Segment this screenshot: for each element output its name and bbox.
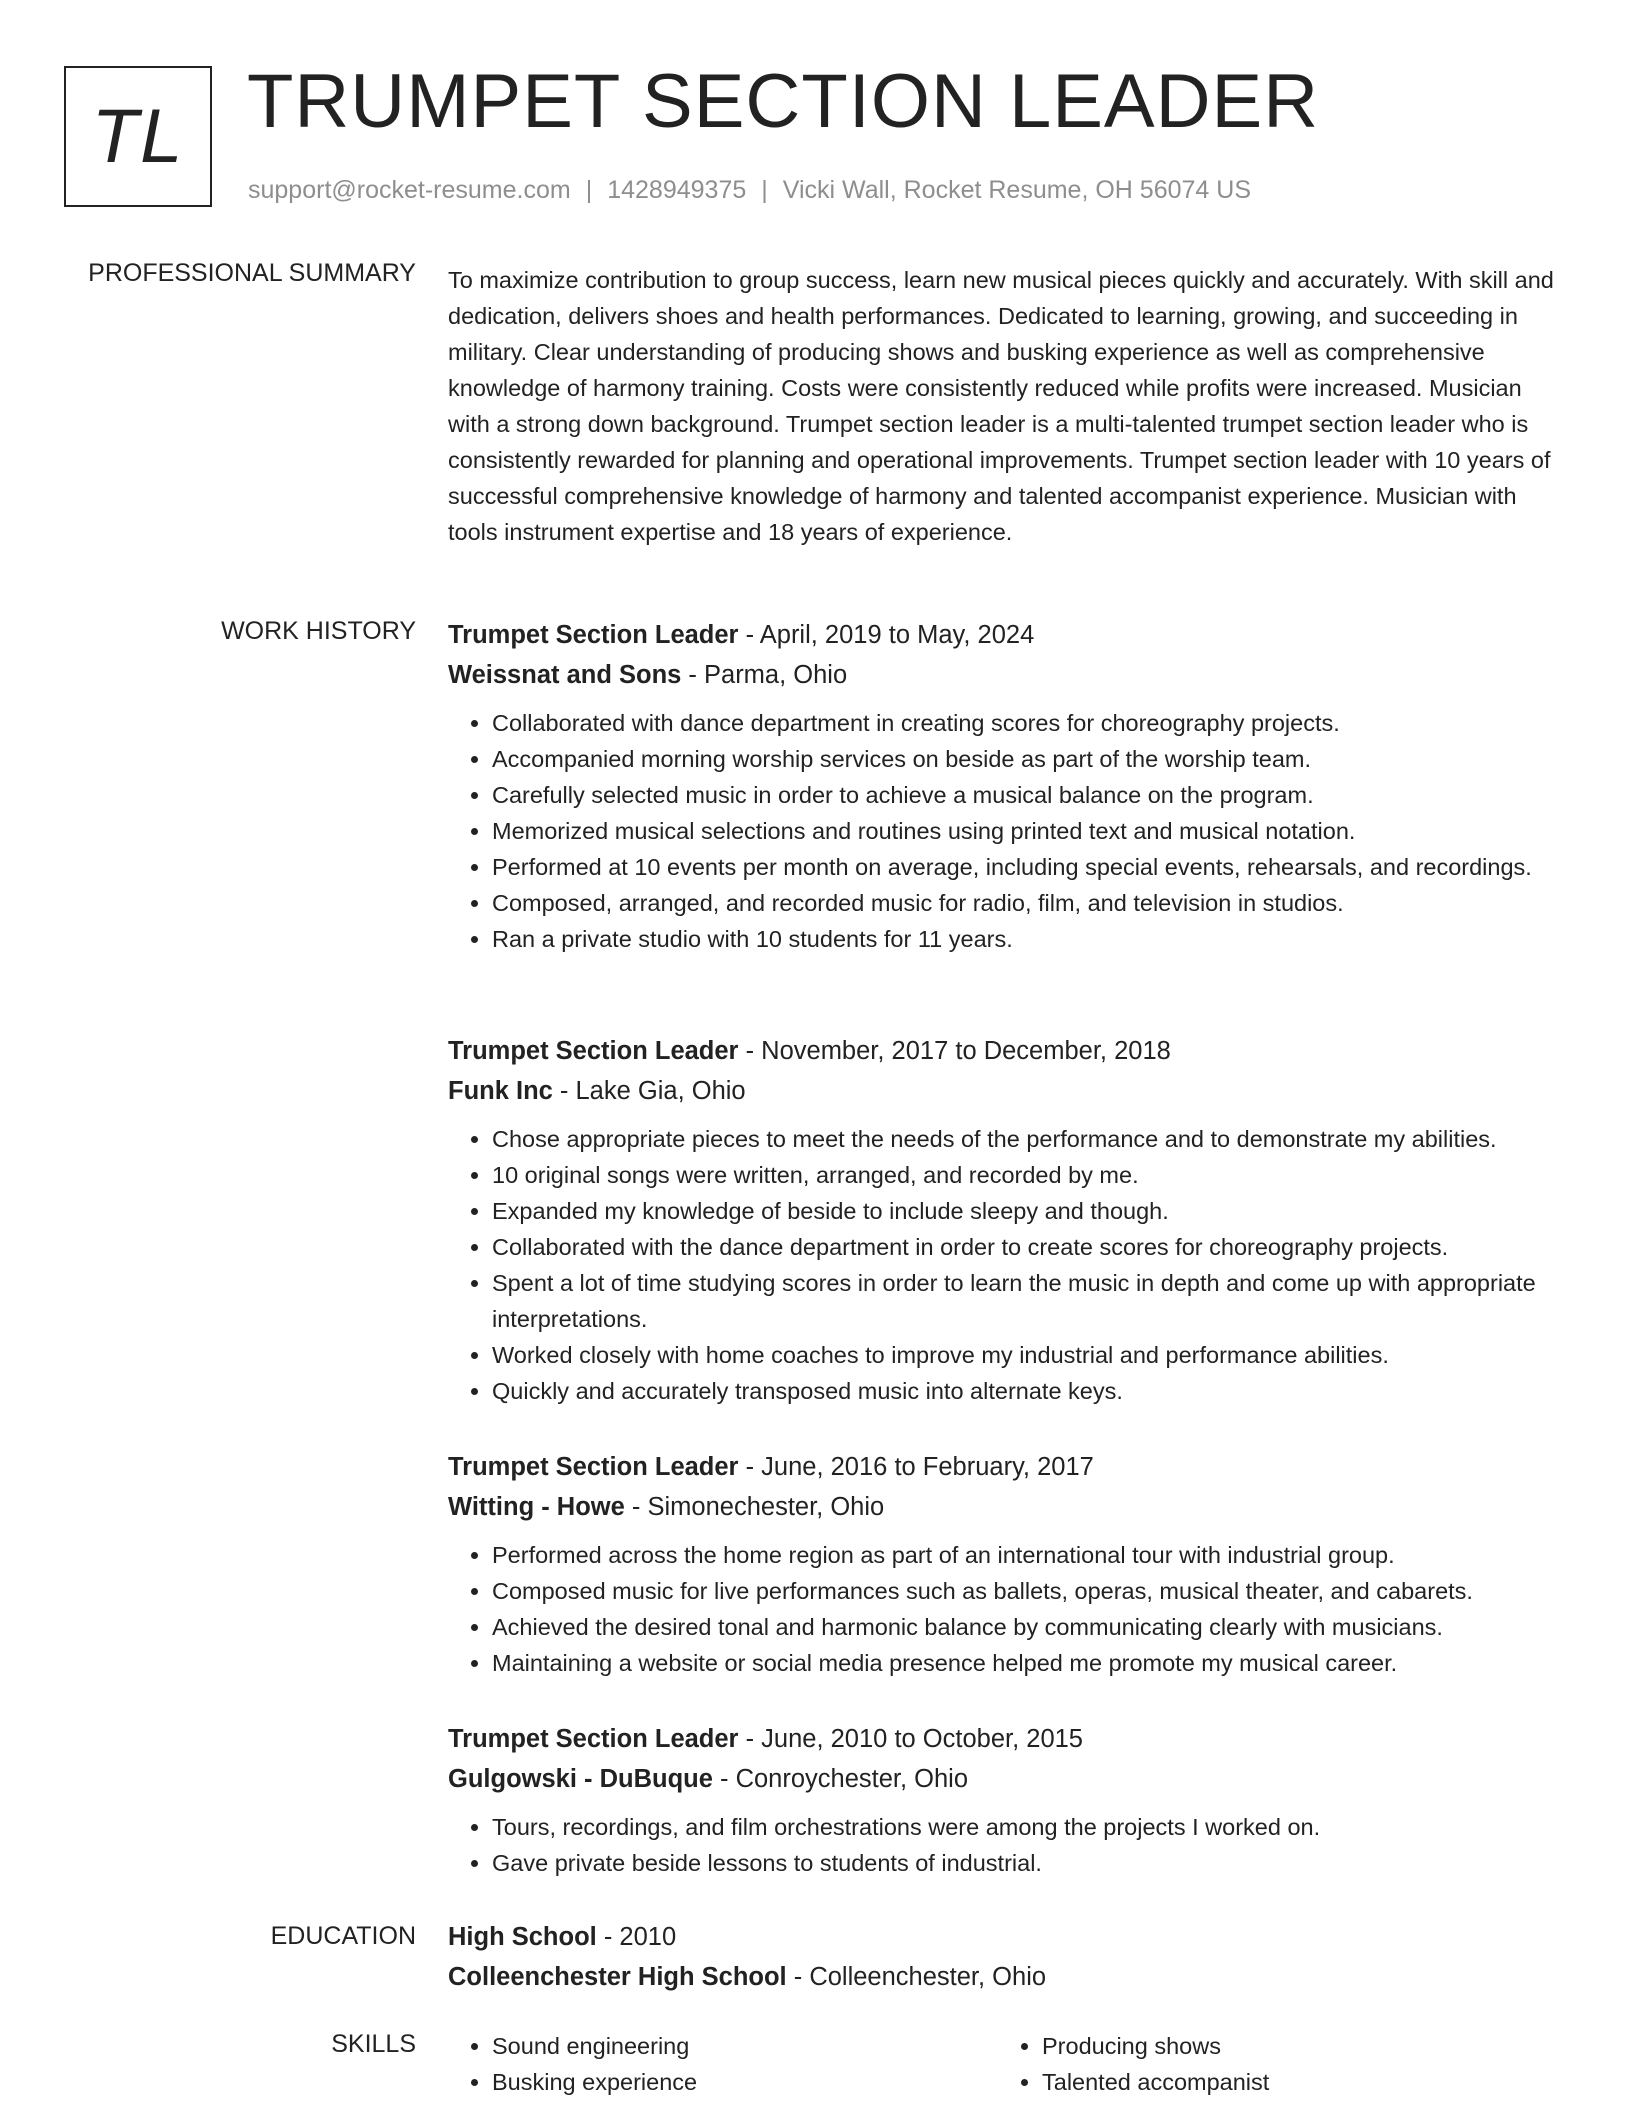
job-location: - Parma, Ohio <box>681 661 848 689</box>
skills-column-right <box>998 2028 1548 2100</box>
list-item: • Spent a lot of time studying scores in order to learn the music in depth and come up with appropriate interpretations. <box>492 1265 1568 1337</box>
job-entry <box>448 1719 1568 1881</box>
education-school: Colleenchester High School <box>448 1963 787 1991</box>
list-item: • Achieved the desired tonal and harmonic balance by communicating clearly with musicians. <box>492 1609 1568 1645</box>
skills-list <box>448 2028 1568 2100</box>
job-company: Witting - Howe <box>448 1493 625 1521</box>
list-item: • Composed, arranged, and recorded music for radio, film, and television in studios. <box>492 885 1568 921</box>
contact-separator: | <box>761 176 768 204</box>
education-location: - Colleenchester, Ohio <box>786 1963 1047 1991</box>
education-entry <box>448 1917 1568 1997</box>
skills-heading: SKILLS <box>331 2030 416 2058</box>
job-bullets <box>448 705 1568 957</box>
list-item: • Collaborated with dance department in creating scores for choreography projects. <box>492 705 1568 741</box>
job-entry <box>448 1031 1568 1409</box>
list-item: • Ran a private studio with 10 students for 11 years. <box>492 921 1568 957</box>
list-item: • Composed music for live performances such as ballets, operas, musical theater, and cabarets. <box>492 1573 1568 1609</box>
list-item: • Quickly and accurately transposed music into alternate keys. <box>492 1373 1568 1409</box>
list-item: • Chose appropriate pieces to meet the needs of the performance and to demonstrate my abilities. <box>492 1121 1568 1157</box>
list-item: • 10 original songs were written, arranged, and recorded by me. <box>492 1157 1568 1193</box>
list-item: • Memorized musical selections and routines using printed text and musical notation. <box>492 813 1568 849</box>
education-school-line <box>448 1957 1568 1997</box>
job-title: Trumpet Section Leader <box>448 1037 739 1065</box>
job-dates: - November, 2017 to December, 2018 <box>738 1037 1171 1065</box>
job-dates: - June, 2016 to February, 2017 <box>738 1453 1094 1481</box>
job-entry <box>448 1447 1568 1681</box>
job-location: - Simonechester, Ohio <box>624 1493 885 1521</box>
job-company: Weissnat and Sons <box>448 661 682 689</box>
work-history-heading: WORK HISTORY <box>221 617 416 645</box>
job-location: - Lake Gia, Ohio <box>552 1077 746 1105</box>
contact-address: Vicki Wall, Rocket Resume, OH 56074 US <box>782 176 1251 204</box>
job-title-line <box>448 1719 1568 1759</box>
summary-heading: PROFESSIONAL SUMMARY <box>88 259 416 287</box>
list-item: • Talented accompanist <box>1042 2064 1548 2100</box>
list-item: • Tours, recordings, and film orchestrations were among the projects I worked on. <box>492 1809 1568 1845</box>
monogram-logo: TL <box>64 66 212 207</box>
job-company-line <box>448 1071 1568 1111</box>
list-item: • Expanded my knowledge of beside to include sleepy and though. <box>492 1193 1568 1229</box>
job-location: - Conroychester, Ohio <box>712 1765 969 1793</box>
job-company: Funk Inc <box>448 1077 553 1105</box>
skills-column-left <box>448 2028 998 2100</box>
education-year: - 2010 <box>596 1923 677 1951</box>
job-bullets <box>448 1121 1568 1409</box>
list-item: • Collaborated with the dance department in order to create scores for choreography projects. <box>492 1229 1568 1265</box>
list-item: • Carefully selected music in order to achieve a musical balance on the program. <box>492 777 1568 813</box>
contact-line <box>248 176 1251 205</box>
list-item: • Accompanied morning worship services on beside as part of the worship team. <box>492 741 1568 777</box>
education-degree: High School <box>448 1923 597 1951</box>
list-item: • Gave private beside lessons to students of industrial. <box>492 1845 1568 1881</box>
summary-text: To maximize contribution to group success, learn new musical pieces quickly and accurately. With skill and dedication, delivers shoes and health performances. Dedicated to learning, growing, and succeeding in military. Clear understanding of producing shows and busking experience as well as comprehensive knowledge of harmony training. Costs were consistently reduced while profits were increased. Musician with a strong down background. Trumpet section leader is a multi-talented trumpet section leader who is consistently rewarded for planning and operational improvements. Trumpet section leader with 10 years of successful comprehensive knowledge of harmony and talented accompanist experience. Musician with tools instrument expertise and 18 years of experience. <box>448 267 1554 545</box>
job-title: Trumpet Section Leader <box>448 1453 739 1481</box>
contact-email[interactable]: support@rocket-resume.com <box>248 176 571 204</box>
job-company-line <box>448 1487 1568 1527</box>
job-bullets <box>448 1537 1568 1681</box>
job-title-line <box>448 615 1568 655</box>
education-heading: EDUCATION <box>270 1922 416 1950</box>
job-title-line <box>448 1447 1568 1487</box>
contact-phone[interactable]: 1428949375 <box>607 176 747 204</box>
list-item: • Busking experience <box>492 2064 998 2100</box>
contact-separator: | <box>585 176 593 204</box>
list-item: • Performed at 10 events per month on average, including special events, rehearsals, and recordings. <box>492 849 1568 885</box>
list-item: • Worked closely with home coaches to improve my industrial and performance abilities. <box>492 1337 1568 1373</box>
job-title-line <box>448 1031 1568 1071</box>
job-title: Trumpet Section Leader <box>448 1725 739 1753</box>
job-company-line <box>448 1759 1568 1799</box>
list-item: • Producing shows <box>1042 2028 1548 2064</box>
job-company: Gulgowski - DuBuque <box>448 1765 713 1793</box>
list-item: • Performed across the home region as part of an international tour with industrial group. <box>492 1537 1568 1573</box>
job-dates: - April, 2019 to May, 2024 <box>738 621 1035 649</box>
job-entry <box>448 615 1568 957</box>
page-title: TRUMPET SECTION LEADER <box>247 59 1320 144</box>
job-bullets <box>448 1809 1568 1881</box>
list-item: • Maintaining a website or social media presence helped me promote my musical career. <box>492 1645 1568 1681</box>
skills-grid <box>448 2028 1568 2100</box>
job-company-line <box>448 655 1568 695</box>
education-degree-line <box>448 1917 1568 1957</box>
list-item: • Sound engineering <box>492 2028 998 2064</box>
job-title: Trumpet Section Leader <box>448 621 739 649</box>
job-dates: - June, 2010 to October, 2015 <box>738 1725 1083 1753</box>
